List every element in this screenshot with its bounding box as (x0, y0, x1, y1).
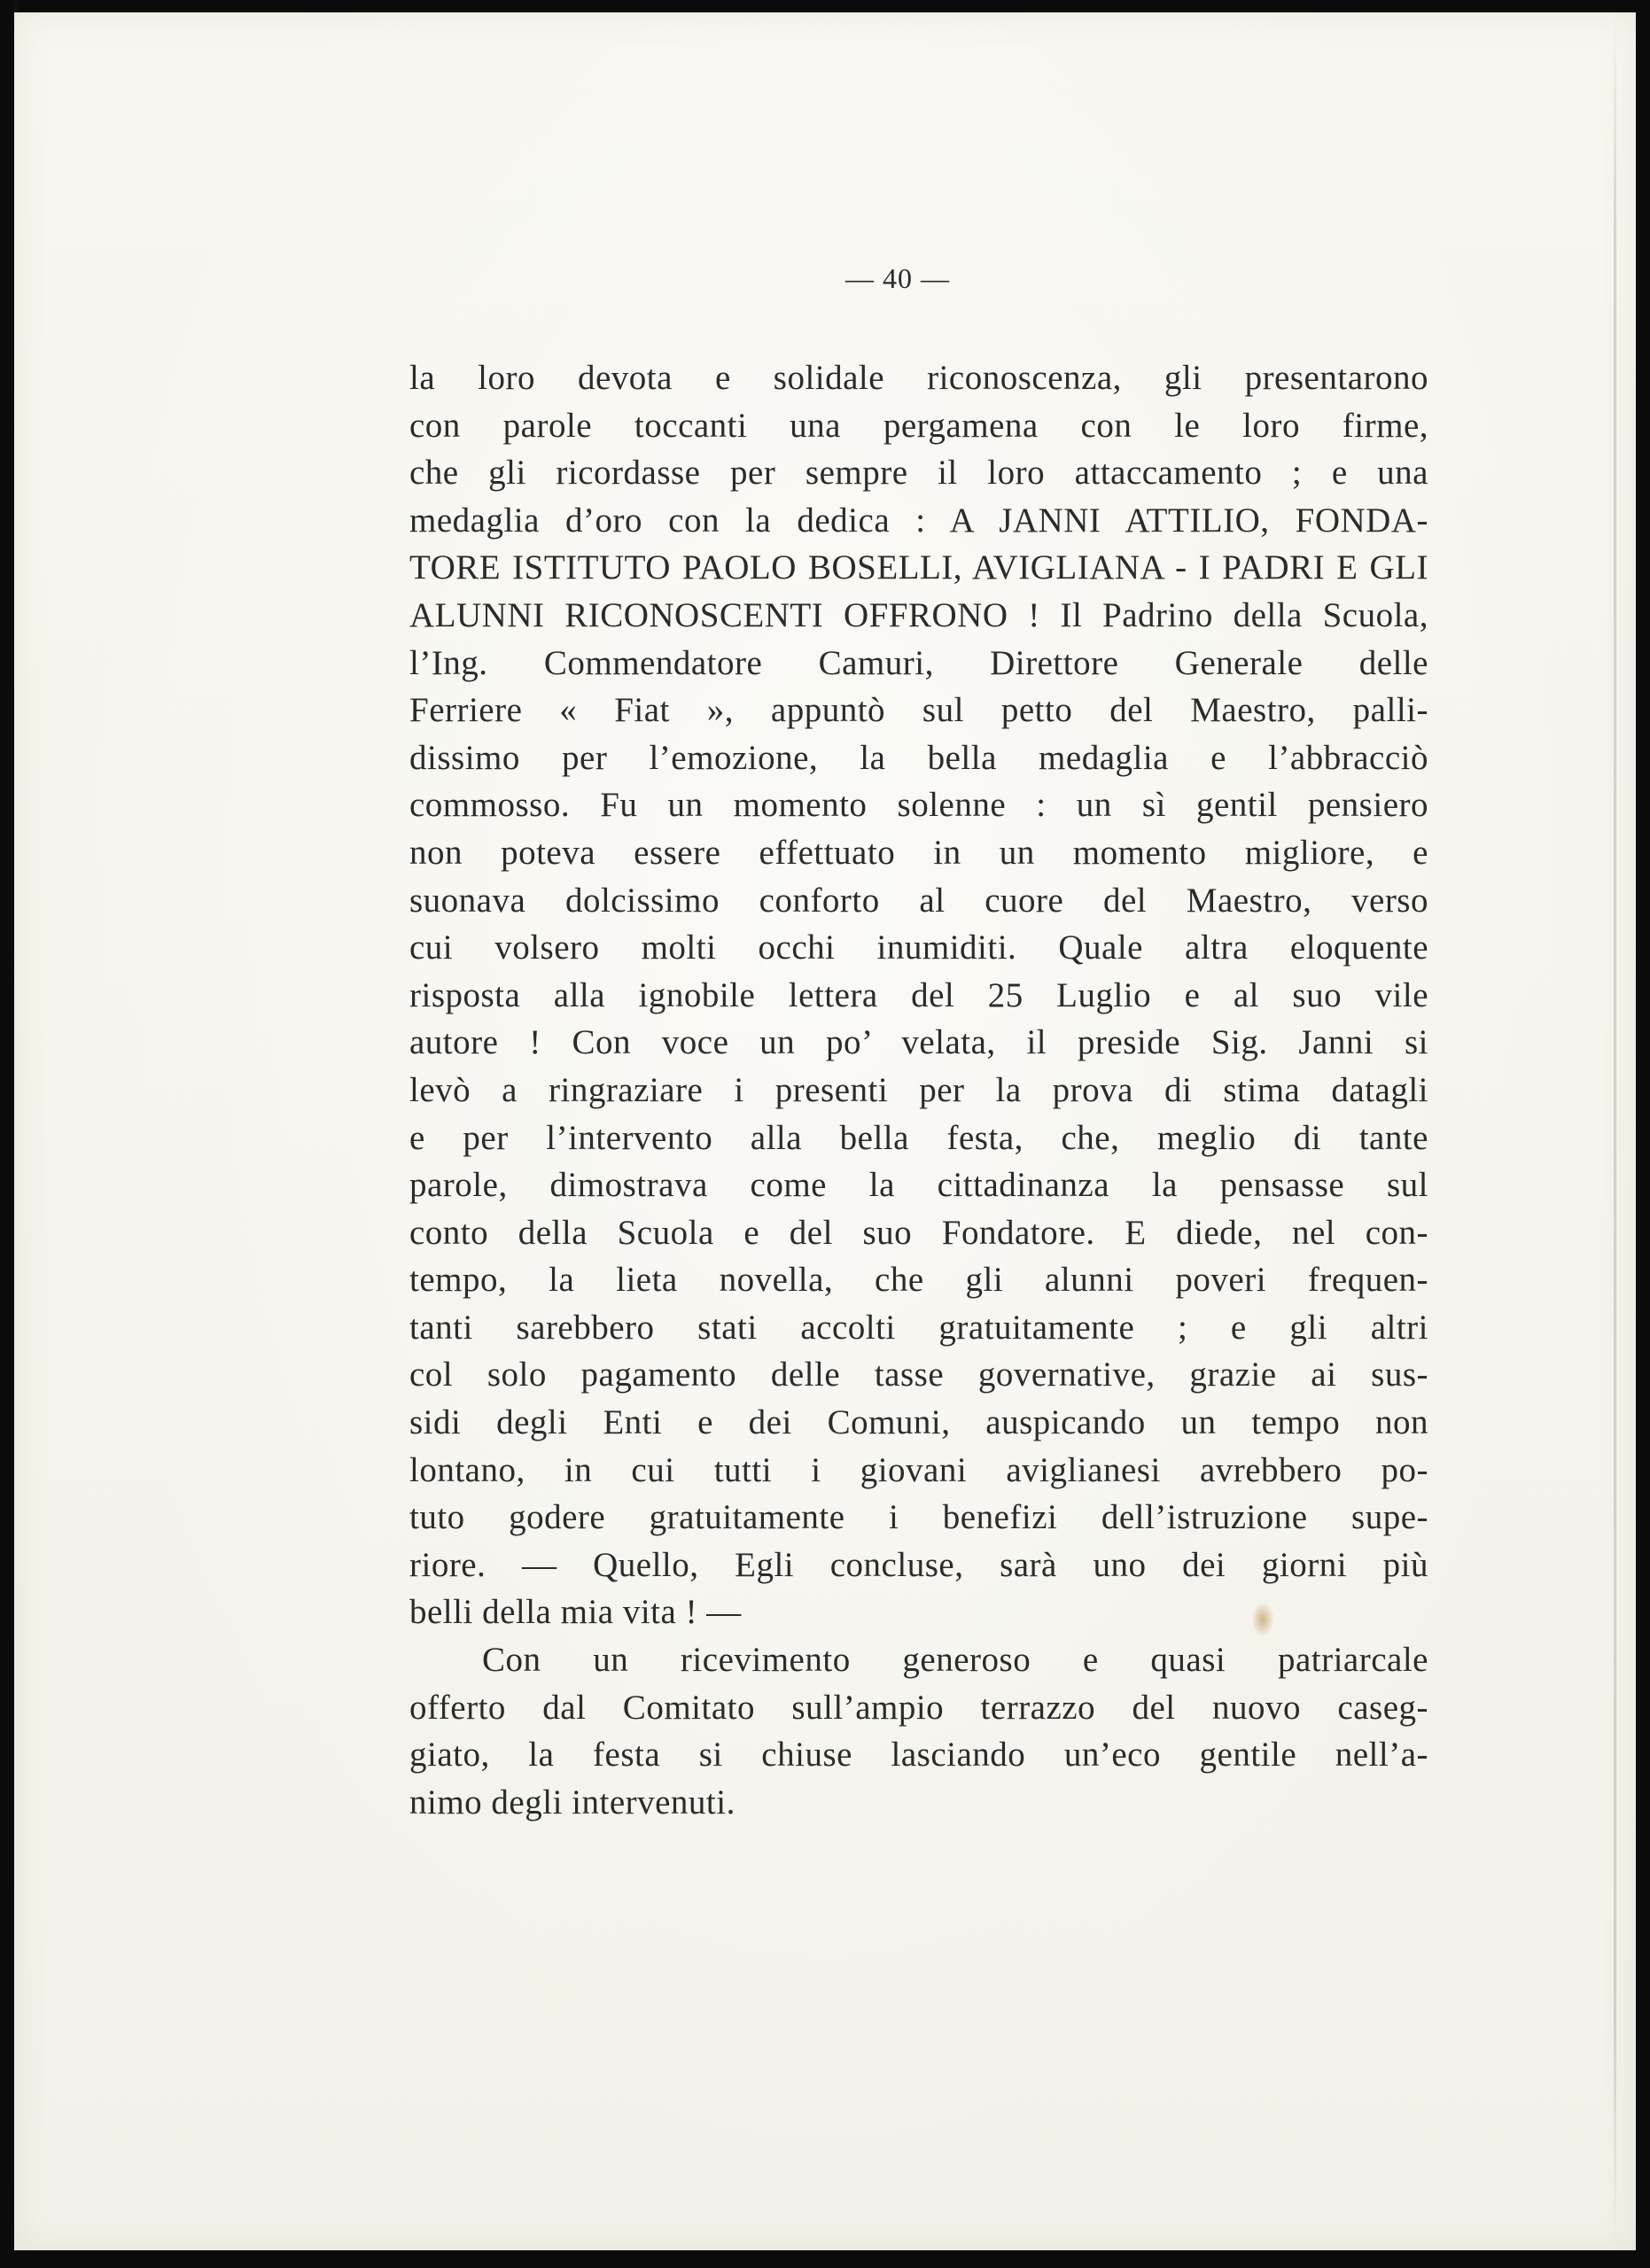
page-number: — 40 — (845, 262, 950, 294)
text-line: Con un ricevimento generoso e quasi patriarcale (482, 1641, 1428, 1680)
text-line: medaglia d’oro con la dedica : A JANNI ATTILIO, FONDA- (409, 501, 1428, 540)
text-line: la loro devota e solidale riconoscenza, gli presentarono (409, 359, 1428, 397)
paragraph-1 (409, 354, 1428, 1636)
text-line: offerto dal Comitato sull’ampio terrazzo del nuovo caseg- (409, 1688, 1428, 1727)
text-line: risposta alla ignobile lettera del 25 Luglio e al suo vile (409, 975, 1428, 1014)
page-edge-shadow (1614, 12, 1616, 2250)
text-line: riore. — Quello, Egli concluse, sarà uno dei giorni più (409, 1545, 1428, 1584)
text-line: cui volsero molti occhi inumiditi. Quale altra eloquente (409, 928, 1428, 967)
text-line: TORE ISTITUTO PAOLO BOSELLI, AVIGLIANA - I PADRI E GLI (409, 548, 1428, 587)
text-line: col solo pagamento delle tasse governative, grazie ai sus- (409, 1355, 1428, 1394)
text-line: suonava dolcissimo conforto al cuore del Maestro, verso (409, 881, 1428, 920)
text-line: levò a ringraziare i presenti per la prova di stima datagli (409, 1070, 1428, 1109)
text-line: parole, dimostrava come la cittadinanza la pensasse sul (409, 1166, 1428, 1205)
text-line: Ferriere « Fiat », appuntò sul petto del Maestro, palli- (409, 691, 1428, 730)
paper-stain (1251, 1602, 1274, 1637)
text-line: giato, la festa si chiuse lasciando un’eco gentile nell’a- (409, 1736, 1428, 1775)
text-line: dissimo per l’emozione, la bella medaglia e l’abbracciò (409, 738, 1428, 777)
text-line: belli della mia vita ! — (409, 1593, 742, 1632)
text-line: con parole toccanti una pergamena con le loro firme, (409, 406, 1428, 445)
text-line: tuto godere gratuitamente i benefizi dell’istruzione supe- (409, 1498, 1428, 1537)
paragraph-2 (409, 1636, 1428, 1826)
text-line: non poteva essere effettuato in un momento migliore, e (409, 833, 1428, 872)
text-line: tanti sarebbero stati accolti gratuitamente ; e gli altri (409, 1308, 1428, 1347)
text-line: l’Ing. Commendatore Camuri, Direttore Generale delle (409, 643, 1428, 682)
text-line: autore ! Con voce un po’ velata, il preside Sig. Janni si (409, 1023, 1428, 1062)
text-line: conto della Scuola e del suo Fondatore. E diede, nel con- (409, 1213, 1428, 1252)
text-line: lontano, in cui tutti i giovani aviglianesi avrebbero po- (409, 1450, 1428, 1489)
text-line: nimo degli intervenuti. (409, 1783, 735, 1821)
text-line: tempo, la lieta novella, che gli alunni poveri frequen- (409, 1261, 1428, 1300)
body-text (409, 354, 1428, 1826)
text-line: ALUNNI RICONOSCENTI OFFRONO ! Il Padrino della Scuola, (409, 595, 1428, 634)
text-line: commosso. Fu un momento solenne : un sì gentil pensiero (409, 786, 1428, 825)
text-line: e per l’intervento alla bella festa, che, meglio di tante (409, 1118, 1428, 1157)
text-line: sidi degli Enti e dei Comuni, auspicando un tempo non (409, 1403, 1428, 1442)
text-line: che gli ricordasse per sempre il loro attaccamento ; e una (409, 454, 1428, 493)
